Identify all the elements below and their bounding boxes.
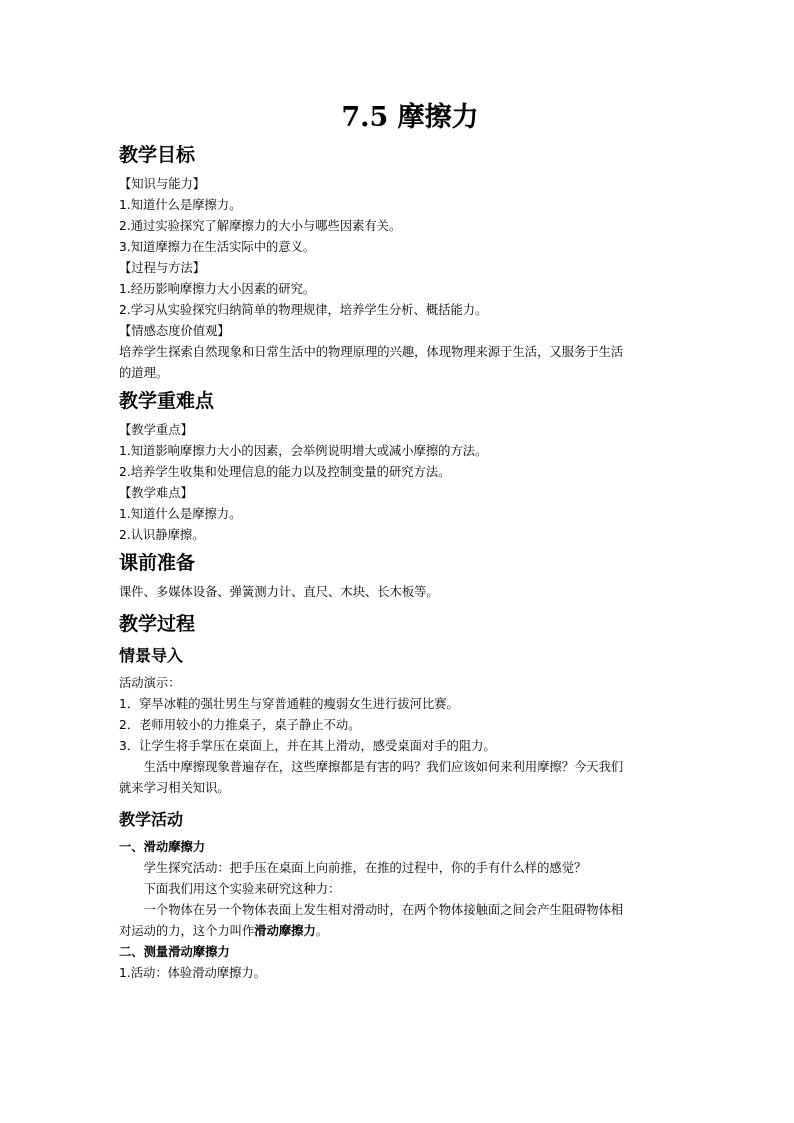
heading-process: 教学过程	[119, 613, 196, 635]
goals-section	[119, 174, 701, 384]
definition-end: 。	[315, 924, 329, 938]
process-item: 2.学习从实验探究归纳简单的物理规律，培养学生分析、概括能力。	[119, 303, 488, 317]
knowledge-item: 2.通过实验探究了解摩擦力的大小与哪些因素有关。	[119, 219, 402, 233]
difficulty-item: 2.认识静摩擦。	[119, 528, 205, 542]
section-title-measure-friction: 二、测量滑动摩擦力	[119, 945, 230, 959]
emotion-text-line: 的道理。	[119, 366, 169, 380]
knowledge-item: 3.知道摩擦力在生活实际中的意义。	[119, 240, 316, 254]
intro-item: 1．穿旱冰鞋的强壮男生与穿普通鞋的瘦弱女生进行拔河比赛。	[119, 697, 459, 711]
focus-label: 【教学重点】	[119, 423, 193, 437]
activity-item: 1.活动：体验滑动摩擦力。	[119, 966, 266, 980]
process-item: 1.经历影响摩擦力大小因素的研究。	[119, 282, 316, 296]
section-title-sliding-friction: 一、滑动摩擦力	[119, 840, 206, 854]
knowledge-label: 【知识与能力】	[119, 177, 206, 191]
heading-intro: 情景导入	[119, 646, 184, 665]
focus-item: 2.培养学生收集和处理信息的能力以及控制变量的研究方法。	[119, 465, 451, 479]
activity-paragraph: 下面我们用这个实验来研究这种力：	[143, 882, 341, 896]
emotion-label: 【情感态度价值观】	[119, 324, 230, 338]
heading-key-points: 教学重难点	[119, 390, 215, 412]
prep-text: 课件、多媒体设备、弹簧测力计、直尺、木块、长木板等。	[119, 585, 439, 599]
intro-item: 2．老师用较小的力推桌子，桌子静止不动。	[119, 718, 361, 732]
definition-line: 一个物体在另一个物体表面上发生相对滑动时，在两个物体接触面之间会产生阻碍物体相	[143, 903, 624, 917]
intro-section	[119, 673, 701, 799]
heading-activity: 教学活动	[119, 810, 184, 829]
activity-section	[119, 837, 701, 984]
activity-paragraph: 学生探究活动：把手压在桌面上向前推，在推的过程中，你的手有什么样的感觉？	[143, 861, 587, 875]
intro-label: 活动演示：	[119, 676, 181, 690]
document-page	[119, 98, 701, 984]
document-title: 7.5 摩擦力	[341, 102, 479, 133]
emotion-text-line: 培养学生探索自然现象和日常生活中的物理原理的兴趣，体现物理来源于生活，又服务于生活	[119, 345, 624, 359]
difficulty-label: 【教学难点】	[119, 486, 193, 500]
definition-line	[119, 921, 701, 942]
definition-term: 滑动摩擦力	[254, 924, 316, 938]
definition-text: 对运动的力，这个力叫作	[119, 924, 255, 938]
key-points-section	[119, 420, 701, 546]
process-label: 【过程与方法】	[119, 261, 206, 275]
difficulty-item: 1.知道什么是摩擦力。	[119, 507, 242, 521]
intro-paragraph-line: 生活中摩擦现象普遍存在，这些摩擦都是有害的吗？我们应该如何来利用摩擦？今天我们	[143, 760, 624, 774]
heading-goals: 教学目标	[119, 144, 196, 166]
intro-item: 3．让学生将手掌压在桌面上，并在其上滑动，感受桌面对手的阻力。	[119, 739, 496, 753]
knowledge-item: 1.知道什么是摩擦力。	[119, 198, 242, 212]
heading-prep: 课前准备	[119, 552, 196, 574]
focus-item: 1.知道影响摩擦力大小的因素，会举例说明增大或减小摩擦的方法。	[119, 444, 488, 458]
intro-paragraph-line: 就来学习相关知识。	[119, 781, 230, 795]
